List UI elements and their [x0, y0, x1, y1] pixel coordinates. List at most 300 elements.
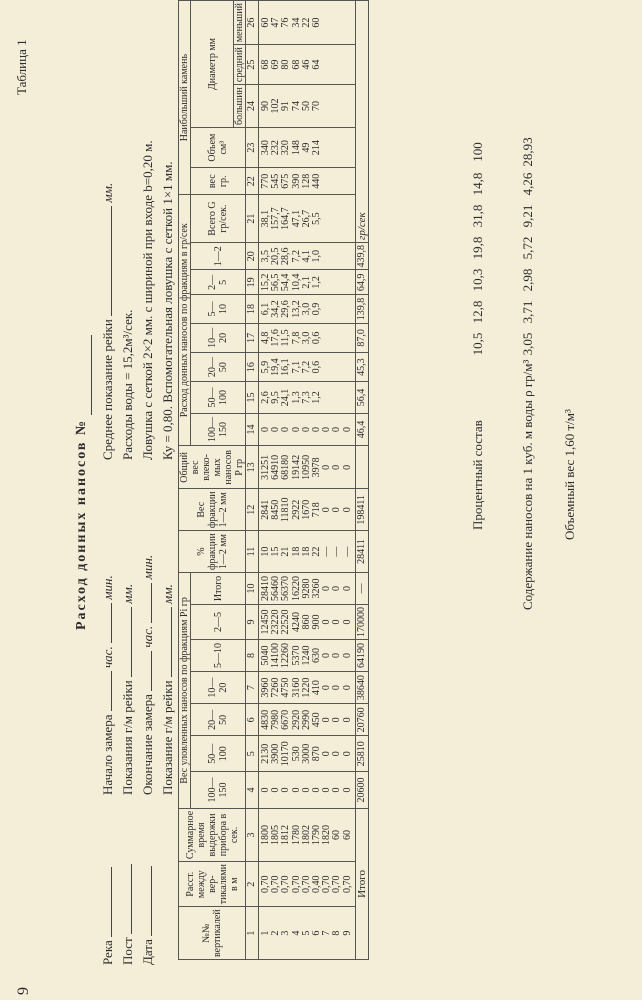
totals-label: Итого: [355, 808, 368, 959]
cell-r2-c10: 56460: [270, 576, 282, 601]
cell-r3-c8: 12260: [280, 643, 292, 668]
cell-r4-c5: 530: [290, 746, 302, 762]
cell-r7-c12: 0: [321, 507, 333, 513]
total-cell-19: 64,9: [355, 270, 368, 295]
cell-r3-c11: 21: [280, 546, 292, 557]
cell-r9-c4: 0: [341, 787, 353, 793]
cell-r3-c12: 11810: [280, 497, 292, 523]
cell-r5-c2: 0,70: [300, 875, 312, 893]
pct-value-7: 100: [470, 142, 485, 162]
cell-r5-c3: 1802: [300, 824, 312, 845]
h-d1: 100—150: [191, 413, 246, 446]
cell-r5-c7: 1220: [300, 677, 312, 698]
cell-r7-c7: 0: [321, 685, 333, 691]
cell-r6-c2: 0,40: [311, 875, 323, 893]
cell-r3-c5: 10170: [280, 741, 292, 767]
content-label: Содержание наносов на 1 куб. м воды ρ гр/м³: [520, 359, 535, 610]
cell-r9-c8: 0: [341, 653, 353, 658]
date-text: Дата: [140, 939, 155, 965]
h-d8: 10—20: [191, 323, 246, 352]
cell-r2-c25: 69: [270, 59, 282, 70]
cell-r3-c7: 4750: [280, 677, 292, 698]
cell-r9-c11: —: [341, 546, 353, 557]
cell-r1-c7: 3960: [260, 677, 271, 698]
cell-r5-c15: 7,3: [300, 391, 312, 404]
cell-r2-c22: 545: [270, 173, 282, 189]
column-number-7: 7: [246, 672, 259, 704]
content-value-2: 3,71: [520, 300, 535, 324]
cell-r3-c3: 1812: [280, 824, 292, 845]
h-weight-group: Вес уловленных наносов по фракциям Pi гр: [179, 573, 191, 809]
cell-r2-c19: 56,5: [270, 273, 282, 292]
h-mid: средний: [234, 45, 246, 85]
column-number-14: 14: [246, 413, 259, 446]
column-number-25: 25: [246, 45, 259, 85]
h-stone-volume: Объем см³: [191, 128, 246, 168]
h-d7: 20—50: [191, 353, 246, 382]
total-cell-10: —: [355, 573, 368, 605]
cell-r4-c2: 0,70: [290, 875, 302, 893]
cell-r2-c21: 157,7: [270, 207, 282, 230]
cell-r9-c10: 0: [341, 586, 353, 591]
column-number-16: 16: [246, 353, 259, 382]
cell-r6-c26: 60: [311, 17, 323, 28]
cell-r4-c11: 18: [290, 546, 302, 557]
cell-r4-c18: 13,2: [290, 300, 302, 318]
cell-r1-c4: 0: [260, 787, 271, 793]
cell-r8-c7: 0: [331, 685, 343, 691]
h-d2: 50—100: [191, 382, 246, 413]
cell-r7-c13: 0: [321, 464, 333, 470]
cell-r3-c2: 0,70: [280, 875, 292, 893]
cell-r6-c21: 5,5: [311, 212, 323, 225]
document-title: Расход донных наносов №: [74, 419, 89, 630]
column-number-24: 24: [246, 85, 259, 128]
cell-r9-c13: 0: [341, 464, 353, 470]
cell-r6-c10: 3260: [311, 578, 323, 599]
cell-r9-c7: 0: [341, 685, 353, 691]
cell-r3-c14: 0: [280, 427, 292, 433]
cell-r4-c13: 19142: [290, 454, 302, 480]
cell-r1-c22: 770: [260, 173, 271, 189]
pct-value-6: 14,8: [470, 172, 485, 196]
cell-r4-c15: 1,3: [290, 391, 302, 404]
river-text: Река: [100, 940, 115, 965]
column-number-22: 22: [246, 168, 259, 195]
cell-r7-c4: 0: [321, 787, 333, 793]
cell-r9-c9: 0: [341, 619, 353, 625]
pct-value-4: 19,8: [470, 236, 485, 260]
total-cell-7: 38640: [355, 672, 368, 704]
cell-r9-c14: 0: [341, 427, 353, 433]
cell-r2-c4: 0: [270, 787, 282, 793]
h-verticals: №№ вертикалей: [179, 907, 246, 960]
column-number-6: 6: [246, 704, 259, 736]
total-cell-4: 20600: [355, 772, 368, 809]
cell-r3-c25: 80: [280, 59, 292, 70]
cell-r6-c3: 1790: [311, 824, 323, 845]
cell-r4-c4: 0: [290, 787, 302, 793]
cell-r2-c3: 1805: [270, 824, 282, 845]
h-all: Всего G гр/сек.: [191, 195, 246, 243]
h-f3: 20—50: [191, 704, 246, 736]
column-number-3: 3: [246, 808, 259, 861]
content-value-6: 4,26: [520, 172, 535, 196]
cell-r1-c1: 1: [260, 930, 271, 936]
cell-r8-c10: 0: [331, 586, 343, 591]
cell-r9-c6: 0: [341, 717, 353, 723]
column-number-8: 8: [246, 640, 259, 672]
cell-r2-c1: 2: [270, 930, 282, 936]
cell-r6-c23: 214: [311, 140, 323, 156]
cell-r2-c12: 8450: [270, 499, 282, 520]
cell-r1-c26: 60: [260, 17, 271, 28]
cell-r5-c23: 49: [300, 142, 312, 153]
h-dist: Расст. между вер-тикалями в м: [179, 862, 246, 907]
cell-r5-c18: 3,0: [300, 302, 312, 316]
cell-r1-c15: 2,6: [260, 391, 271, 404]
cell-r2-c11: 15: [270, 546, 282, 557]
cell-r5-c24: 50: [300, 101, 312, 112]
cell-r6-c25: 64: [311, 59, 323, 70]
cell-r4-c14: 0: [290, 427, 302, 433]
cell-r1-c19: 15,2: [260, 273, 271, 292]
cell-r8-c2: 0,70: [331, 875, 343, 893]
cell-r2-c20: 20,5: [270, 247, 282, 265]
total-cell-6: 20760: [355, 704, 368, 736]
cell-r6-c11: 22: [311, 546, 323, 557]
cell-r2-c23: 232: [270, 140, 282, 156]
trap-row: Ловушка с сеткой 2×2 мм. с шириной при входе b=0,20 м.: [140, 140, 155, 460]
cell-r1-c25: 68: [260, 59, 271, 70]
cell-r4-c8: 5370: [290, 645, 302, 666]
content-value-5: 9,21: [520, 204, 535, 228]
table-label: Таблица 1: [14, 39, 29, 95]
cell-r9-c5: 0: [341, 751, 353, 757]
column-number-13: 13: [246, 446, 259, 489]
cell-r2-c14: 0: [270, 427, 282, 433]
cell-r4-c6: 2920: [290, 709, 302, 730]
avg-unit: мм.: [100, 182, 115, 203]
cell-r4-c19: 10,4: [290, 273, 302, 292]
column-number-5: 5: [246, 736, 259, 772]
cell-r1-c10: 28410: [260, 576, 271, 601]
cell-r8-c14: 0: [331, 427, 343, 433]
cell-r8-c12: 0: [331, 507, 343, 513]
cell-r5-c1: 5: [300, 930, 312, 936]
cell-r2-c16: 19,4: [270, 358, 282, 376]
cell-r1-c6: 4830: [260, 709, 271, 730]
h-f4: 10—20: [191, 672, 246, 704]
cell-r3-c13: 68180: [280, 454, 292, 480]
cell-r3-c6: 6670: [280, 709, 292, 730]
pct-value-3: 10,3: [470, 268, 485, 292]
cell-r7-c10: 0: [321, 586, 333, 591]
column-values-25: [259, 45, 356, 85]
cell-r4-c1: 4: [290, 930, 302, 936]
cell-r5-c14: 0: [300, 427, 312, 433]
cell-r2-c5: 3900: [270, 743, 282, 764]
cell-r5-c17: 3,0: [300, 331, 312, 345]
h-large: большин: [234, 85, 246, 128]
total-cell-16: 45,3: [355, 353, 368, 382]
cell-r6-c18: 0,9: [311, 302, 323, 316]
cell-r6-c15: 1,2: [311, 391, 323, 404]
post-text: Пост: [120, 937, 135, 965]
pct-label: Процентный состав: [470, 420, 485, 530]
cell-r9-c25: [343, 48, 353, 81]
h-small: меньший: [234, 1, 246, 45]
cell-r6-c24: 70: [311, 101, 323, 112]
cell-r7-c1: 7: [321, 930, 333, 936]
cell-r5-c9: 860: [300, 614, 312, 630]
cell-r1-c16: 5,9: [260, 360, 271, 374]
cell-r2-c13: 64910: [270, 454, 282, 480]
end-text: Окончание замера: [140, 694, 155, 795]
cell-r6-c14: 0: [311, 427, 323, 433]
cell-r3-c1: 3: [280, 930, 292, 936]
cell-r3-c15: 24,1: [280, 388, 292, 407]
cell-r7-c8: 0: [321, 653, 333, 658]
totals-unit: гр/сек: [355, 1, 368, 243]
column-number-10: 10: [246, 573, 259, 605]
cell-r6-c4: 0: [311, 787, 323, 793]
cell-r6-c13: 3978: [311, 457, 323, 478]
h-stone: Наибольший камень: [179, 1, 191, 195]
cell-r5-c12: 1670: [300, 499, 312, 520]
cell-r2-c26: 47: [270, 17, 282, 28]
cell-r9-c26: [343, 4, 353, 41]
cell-r6-c8: 630: [311, 648, 323, 663]
h-totalw: Общий вес влеко-мых наносов P гр: [179, 446, 246, 489]
cell-r3-c20: 28,6: [280, 247, 292, 265]
cell-r3-c16: 16,1: [280, 358, 292, 376]
start-min-unit: мин.: [100, 575, 115, 600]
cell-r4-c10: 16220: [290, 576, 302, 601]
cell-r1-c2: 0,70: [260, 875, 271, 893]
cell-r7-c2: 0,70: [321, 875, 333, 893]
cell-r7-c3: 1820: [321, 824, 333, 845]
cell-r8-c5: 0: [331, 751, 343, 757]
cell-r8-c1: 8: [331, 930, 343, 936]
cell-r4-c26: 34: [290, 17, 302, 28]
cell-r8-c8: 0: [331, 653, 343, 658]
column-number-1: 1: [246, 907, 259, 960]
pct-value-1: 10,5: [470, 332, 485, 356]
total-cell-20: 439,8: [355, 242, 368, 270]
cell-r6-c17: 0,6: [311, 331, 323, 345]
cell-r4-c20: 7,2: [290, 249, 302, 263]
cell-r3-c18: 29,6: [280, 300, 292, 318]
cell-r6-c19: 1,2: [311, 276, 323, 289]
cell-r8-c13: 0: [331, 464, 343, 470]
column-number-4: 4: [246, 772, 259, 809]
cell-r1-c3: 1800: [260, 824, 271, 845]
cell-r5-c21: 26,7: [300, 209, 312, 228]
cell-r7-c5: 0: [321, 751, 333, 757]
cell-r8-c3: 60: [331, 829, 343, 840]
cell-r1-c23: 340: [260, 140, 271, 156]
cell-r6-c5: 870: [311, 746, 323, 762]
gauge1-unit: мм.: [120, 583, 135, 604]
avg-text: Среднее показание рейки: [100, 319, 115, 460]
total-cell-14: 46,4: [355, 413, 368, 446]
total-cell-8: 64190: [355, 640, 368, 672]
cell-r5-c5: 3000: [300, 743, 312, 764]
cell-r1-c5: 2130: [260, 743, 271, 764]
h-pct12: % фракции 1—2 мм: [179, 531, 246, 573]
cell-r7-c9: 0: [321, 619, 333, 625]
cell-r8-c4: 0: [331, 787, 343, 793]
pct-value-5: 31,8: [470, 204, 485, 228]
cell-r6-c1: 6: [311, 930, 323, 936]
h-disch-group: Расход донных наносов по фракциям в гр/сек: [179, 195, 191, 446]
cell-r3-c23: 320: [280, 140, 292, 156]
cell-r2-c2: 0,70: [270, 875, 282, 893]
start-hours-unit: час.: [100, 646, 115, 669]
cell-r5-c13: 10950: [300, 454, 312, 480]
cell-r5-c20: 4,1: [300, 249, 312, 263]
cell-r1-c11: 10: [260, 546, 271, 557]
pct-value-2: 12,8: [470, 300, 485, 324]
cell-r4-c12: 2922: [290, 499, 302, 520]
h-total: Итого: [191, 573, 246, 605]
h-diam: Диаметр мм: [191, 1, 234, 128]
cell-r2-c6: 7980: [270, 709, 282, 730]
gauge2-unit: мм.: [160, 584, 175, 604]
cell-r9-c2: 0,70: [341, 875, 353, 893]
cell-r2-c15: 9,5: [270, 391, 282, 404]
cell-r5-c10: 9280: [300, 578, 312, 599]
column-number-2: 2: [246, 862, 259, 907]
cell-r4-c25: 68: [290, 59, 302, 70]
cell-r6-c22: 440: [311, 173, 323, 189]
cell-r1-c18: 6,1: [260, 302, 271, 316]
h-stone-weight: вес гр.: [191, 168, 246, 195]
cell-r5-c26: 22: [300, 17, 312, 28]
cell-r1-c17: 4,8: [260, 331, 271, 345]
content-value-1: 3,05: [520, 332, 535, 356]
column-number-19: 19: [246, 270, 259, 295]
cell-r2-c8: 14100: [270, 643, 282, 668]
total-cell-18: 139,8: [355, 295, 368, 324]
gauge1-text: Показания г/м рейки: [120, 680, 135, 795]
end-min-unit: мин.: [140, 554, 155, 580]
cell-r5-c8: 1240: [300, 645, 312, 666]
cell-r3-c4: 0: [280, 787, 292, 793]
cell-r4-c3: 1780: [290, 824, 302, 845]
total-cell-9: 170000: [355, 605, 368, 640]
cell-r3-c17: 11,5: [280, 329, 292, 347]
cell-r1-c12: 2841: [260, 499, 271, 520]
cell-r1-c8: 5040: [260, 645, 271, 666]
cell-r4-c7: 3160: [290, 677, 302, 698]
column-number-26: 26: [246, 1, 259, 45]
column-number-17: 17: [246, 323, 259, 352]
cell-r2-c24: 102: [270, 98, 282, 114]
cell-r5-c25: 46: [300, 59, 312, 70]
column-number-21: 21: [246, 195, 259, 243]
ku-row: Ку = 0,80. Вспомогательная ловушка с сеткой 1×1 мм.: [160, 161, 175, 460]
cell-r2-c17: 17,6: [270, 329, 282, 347]
h-d11: 1—2: [191, 242, 246, 270]
cell-r2-c9: 23220: [270, 609, 282, 635]
cell-r4-c16: 7,1: [290, 360, 302, 374]
cell-r3-c19: 54,4: [280, 273, 292, 292]
cell-r4-c24: 74: [290, 101, 302, 112]
cell-r3-c10: 56370: [280, 576, 292, 601]
content-value-4: 5,72: [520, 236, 535, 260]
cell-r5-c22: 128: [300, 173, 312, 189]
total-cell-17: 87,0: [355, 323, 368, 352]
cell-r7-c11: —: [321, 546, 333, 557]
column-values-26: [259, 1, 356, 45]
h-d9: 5—10: [191, 295, 246, 324]
volume-label: Объемный вес 1,60 т/м³: [562, 409, 577, 540]
cell-r1-c20: 3,5: [260, 249, 271, 263]
cell-r8-c6: 0: [331, 717, 343, 723]
h-time: Суммарное время выдержки прибора в сек.: [179, 808, 246, 861]
cell-r9-c3: 60: [341, 829, 353, 840]
column-number-20: 20: [246, 242, 259, 270]
h-f6: 2—5: [191, 605, 246, 640]
total-cell-15: 56,4: [355, 382, 368, 413]
cell-r6-c16: 0,6: [311, 360, 323, 374]
cell-r4-c23: 148: [290, 140, 302, 156]
cell-r3-c26: 76: [280, 17, 292, 28]
column-number-15: 15: [246, 382, 259, 413]
content-value-3: 2,98: [520, 268, 535, 292]
cell-r3-c22: 675: [280, 173, 292, 189]
cell-r4-c21: 47,1: [290, 209, 302, 228]
cell-r5-c16: 7,2: [300, 360, 312, 374]
cell-r4-c9: 4240: [290, 612, 302, 632]
h-f2: 50—100: [191, 736, 246, 772]
column-number-9: 9: [246, 605, 259, 640]
cell-r6-c6: 450: [311, 712, 323, 728]
cell-r1-c13: 31251: [260, 454, 271, 480]
cell-r5-c11: 18: [300, 546, 312, 557]
cell-r8-c11: —: [331, 546, 343, 557]
gauge2-text: Показание г/м рейки: [160, 680, 175, 795]
cell-r7-c6: 0: [321, 717, 333, 723]
cell-r3-c9: 22520: [280, 609, 292, 635]
column-number-12: 12: [246, 489, 259, 531]
cell-r5-c6: 2990: [300, 709, 312, 730]
h-f1: 100—150: [191, 772, 246, 809]
cell-r8-c9: 0: [331, 619, 343, 625]
h-w12: Вес фракции 1—2 мм: [179, 489, 246, 531]
cell-r1-c9: 12450: [260, 609, 271, 635]
cell-r3-c21: 164,7: [280, 207, 292, 230]
cell-r5-c19: 2,1: [300, 276, 312, 289]
cell-r4-c17: 7,8: [290, 331, 302, 345]
cell-r1-c21: 38,1: [260, 209, 271, 228]
total-cell-12: 198411: [355, 489, 368, 531]
h-f5: 5—10: [191, 640, 246, 672]
cell-r2-c18: 34,2: [270, 300, 282, 318]
total-cell-11: 28411: [355, 531, 368, 573]
column-number-18: 18: [246, 295, 259, 324]
cell-r1-c14: 0: [260, 427, 271, 433]
cell-r1-c24: 90: [260, 101, 271, 112]
end-hours-unit: час.: [140, 625, 155, 648]
page-number: 9: [15, 987, 32, 995]
content-value-7: 28,93: [520, 137, 535, 167]
total-cell-5: 25810: [355, 736, 368, 772]
discharge-row: Расходы воды = 15,2м³/сек.: [120, 309, 135, 460]
cell-r6-c20: 1,0: [311, 249, 323, 263]
